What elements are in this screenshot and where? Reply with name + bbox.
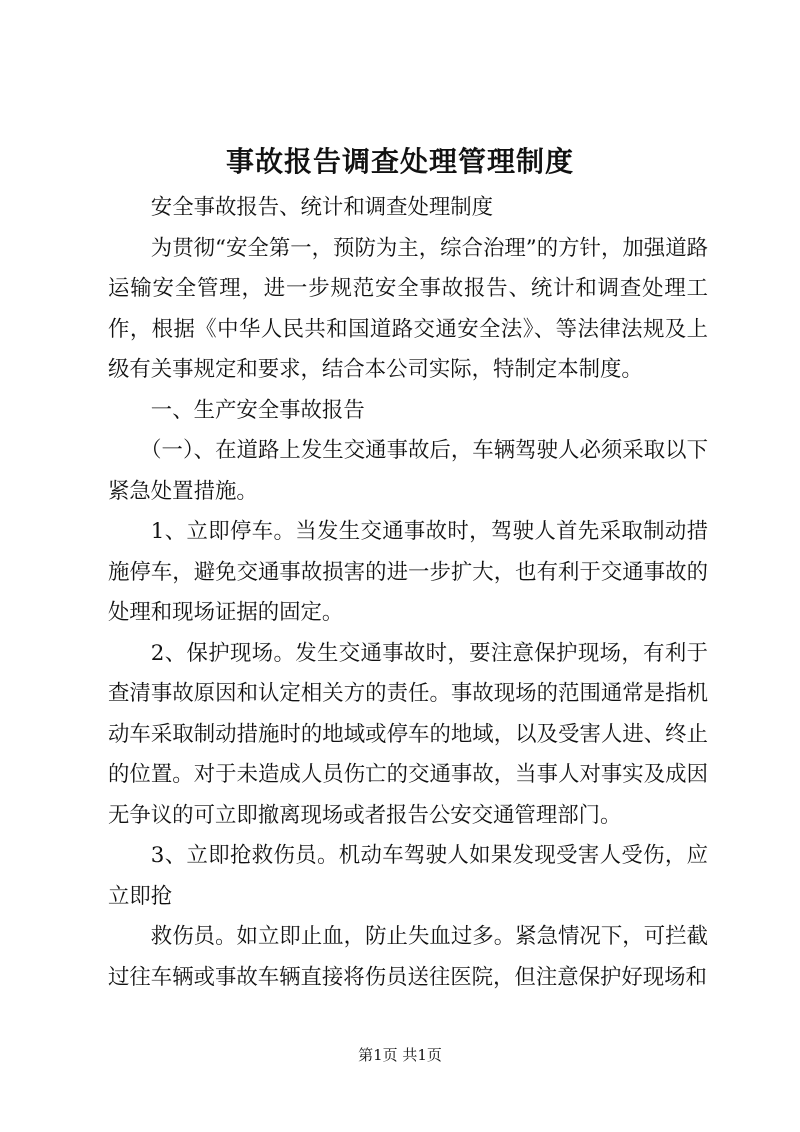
paragraph-subtitle: 安全事故报告、统计和调查处理制度 (150, 195, 494, 220)
document-body (108, 188, 708, 998)
paragraph-step-3-continued: 救伤员。如立即止血，防止失血过多。紧急情况下，可拦截过往车辆或事故车辆直接将伤员送往医院，但注意保护好现场和 (108, 924, 708, 990)
paragraph-item-1: （一）、在道路上发生交通事故后，车辆驾驶人必须采取以下紧急处置措施。 (108, 438, 708, 504)
paragraph-step-2: 2、保护现场。发生交通事故时，要注意保护现场，有利于查清事故原因和认定相关方的责任。事故现场的范围通常是指机动车采取制动措施时的地域或停车的地域，以及受害人进、终止的位置。对于未造成人员伤亡的交通事故，当事人对事实及成因无争议的可立即撤离现场或者报告公安交通管理部门。 (108, 640, 708, 828)
paragraph-intro: 为贯彻“安全第一，预防为主，综合治理”的方针，加强道路运输安全管理，进一步规范安全事故报告、统计和调查处理工作，根据《中华人民共和国道路交通安全法》、等法律法规及上级有关事规定和要求，结合本公司实际，特制定本制度。 (108, 235, 708, 382)
page-footer: 第1页 共1页 (358, 1046, 442, 1064)
paragraph-step-1: 1、立即停车。当发生交通事故时，驾驶人首先采取制动措施停车，避免交通事故损害的进一步扩大，也有利于交通事故的处理和现场证据的固定。 (108, 519, 708, 625)
document-title: 事故报告调查处理管理制度 (225, 145, 574, 178)
section-heading-1: 一、生产安全事故报告 (150, 397, 365, 423)
paragraph-step-3: 3、立即抢救伤员。机动车驾驶人如果发现受害人受伤，应立即抢 (108, 843, 708, 909)
